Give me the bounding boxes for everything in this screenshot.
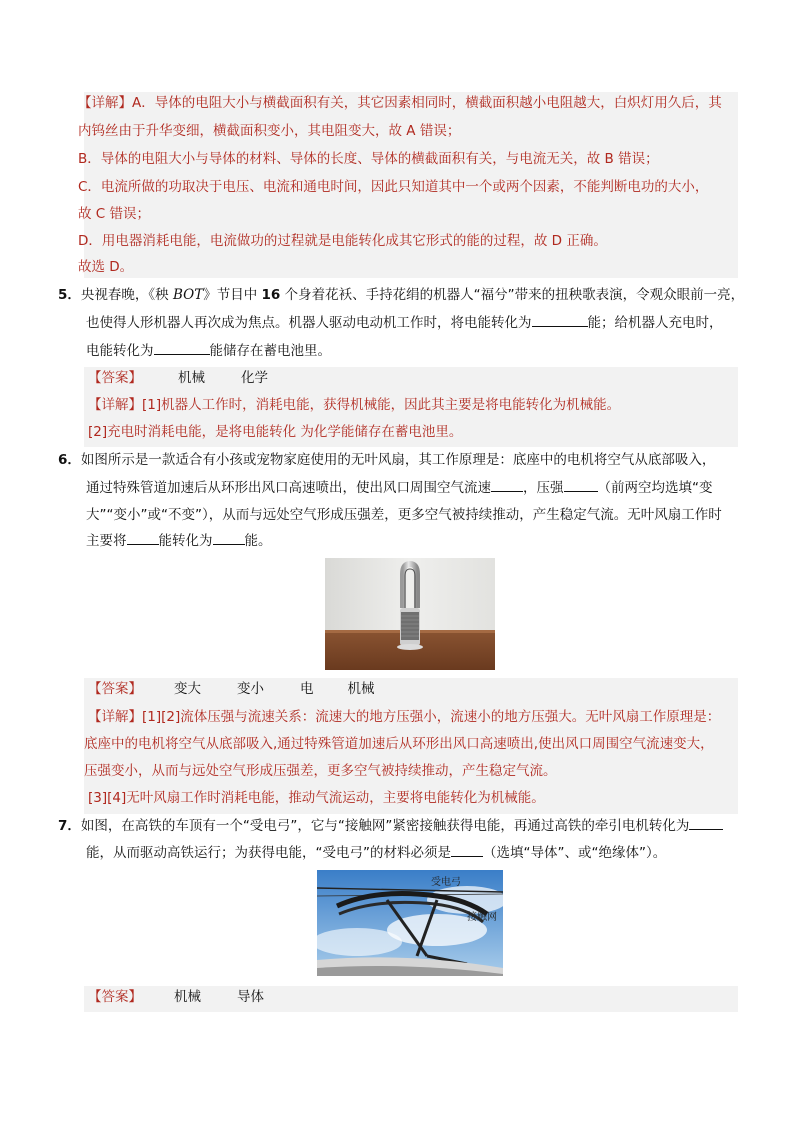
answer-tag: 【答案】 (88, 681, 142, 697)
q6-text: （前两空均选填“变 (597, 480, 713, 496)
answer-value: 变小 (237, 681, 264, 697)
q7-answer-line (88, 986, 264, 1008)
q5-number: 16 (261, 287, 281, 303)
q5-text: 也使得人形机器人再次成为焦点。机器人驱动电动机工作时，将电能转化为 (86, 315, 532, 331)
q6-line-3: 大”“变小”或“不变”），从而与远处空气形成压强差，更多空气被持续推动，产生稳定气流。无叶风扇工作时 (86, 507, 722, 523)
q4-detail-line-d: D．用电器消耗电能，电流做功的过程就是电能转化成其它形式的能的过程，故 D 正确。 (78, 233, 607, 249)
answer-value: 变大 (174, 681, 201, 697)
q6-line-1 (58, 449, 715, 471)
question-number: 7． (58, 818, 81, 834)
q5-text: 》节目中 (203, 287, 262, 303)
detail-tag: 【详解】 (88, 397, 142, 413)
answer-value: 机械 (174, 989, 201, 1005)
q5-detail-line-2: [2]充电时消耗电能，是将电能转化 为化学能储存在蓄电池里。 (88, 424, 463, 440)
answer-tag: 【答案】 (88, 370, 142, 386)
q7-text: 如图，在高铁的车顶有一个“受电弓”，它与“接触网”紧密接触获得电能，再通过高铁的牵引电机转化为 (80, 818, 690, 834)
answer-blank (213, 530, 245, 545)
q5-text: 电能转化为 (86, 343, 154, 359)
q5-text: 能储存在蓄电池里。 (209, 343, 331, 359)
answer-blank (532, 312, 588, 327)
q5-text: 能；给机器人充电时， (587, 315, 723, 331)
q4-detail-line-c1: C．电流所做的功取决于电压、电流和通电时间，因此只知道其中一个或两个因素，不能判断电功的大小， (78, 179, 709, 195)
detail-tag: 【详解】 (78, 95, 132, 111)
q4-detail-line-c2: 故 C 错误； (78, 206, 151, 222)
answer-blank (689, 815, 723, 830)
q4-detail-choose: 故选 D。 (78, 259, 134, 275)
q7-line-2 (86, 842, 666, 864)
contact-net-label: 接触网 (467, 912, 497, 923)
q6-text: 能转化为 (158, 533, 213, 549)
answer-blank (127, 530, 159, 545)
q6-text: 通过特殊管道加速后从环形出风口高速喷出，使出风口周围空气流速 (86, 480, 491, 496)
q5-text: 央视春晚，《秧 (80, 287, 173, 303)
q6-line-2 (86, 477, 713, 499)
q6-text: 如图所示是一款适合有小孩或宠物家庭使用的无叶风扇，其工作原理是：底座中的电机将空气从底部吸入， (80, 452, 716, 468)
detail-tag: 【详解】 (88, 709, 142, 725)
bladeless-fan-image (325, 558, 495, 670)
q4-detail-line-b: B．导体的电阻大小与导体的材料、导体的长度、导体的横截面积有关，与电流无关，故 B 错误； (78, 151, 659, 167)
q6-text: 主要将 (86, 533, 127, 549)
q5-text-italic: BOT (172, 287, 204, 303)
q5-answer-line (88, 367, 268, 389)
detail-text: A．导体的电阻大小与横截面积有关，其它因素相同时，横截面积越小电阻越大，白炽灯用久后，其 (132, 95, 722, 111)
q6-detail-line-3: 压强变小，从而与远处空气形成压强差，更多空气被持续推动，产生稳定气流。 (84, 763, 557, 779)
question-number: 6． (58, 452, 81, 468)
question-number: 5． (58, 287, 81, 303)
q7-text: （选填“导体”、或“绝缘体”）。 (483, 845, 667, 861)
q7-text: 能，从而驱动高铁运行；为获得电能，“受电弓”的材料必须是 (86, 845, 451, 861)
answer-value: 电 (300, 681, 314, 697)
q5-line-2 (86, 312, 723, 334)
answer-value: 机械 (347, 681, 375, 697)
q5-line-3 (86, 340, 331, 362)
q6-detail-line-2: 底座中的电机将空气从底部吸入,通过特殊管道加速后从环形出风口高速喷出,使出风口周围空气流速变大， (84, 736, 714, 752)
detail-text: [1][2]流体压强与流速关系：流速大的地方压强小，流速小的地方压强大。无叶风扇工作原理是： (142, 709, 721, 725)
answer-blank (451, 842, 483, 857)
q6-text: ，压强 (523, 480, 564, 496)
q5-line-1 (58, 284, 744, 306)
answer-value: 机械 (178, 370, 205, 386)
answer-blank (491, 477, 523, 492)
q6-line-4 (86, 530, 272, 552)
answer-tag: 【答案】 (88, 989, 142, 1005)
q7-line-1 (58, 815, 723, 837)
q6-text: 能。 (244, 533, 272, 549)
pantograph-image (317, 870, 503, 976)
q5-text: 个身着花袄、手持花绢的机器人“福兮”带来的扭秧歌表演，令观众眼前一亮， (280, 287, 745, 303)
answer-blank (564, 477, 598, 492)
q6-answer-line (88, 678, 375, 700)
detail-text: [1]机器人工作时，消耗电能，获得机械能，因此其主要是将电能转化为机械能。 (142, 397, 621, 413)
answer-value: 化学 (241, 370, 268, 386)
pantograph-label: 受电弓 (431, 877, 461, 888)
q4-detail-line-a1 (78, 92, 722, 114)
answer-value: 导体 (237, 989, 264, 1005)
q5-detail-line-1 (88, 394, 620, 416)
q4-detail-line-a2: 内钨丝由于升华变细，横截面积变小，其电阻变大，故 A 错误； (78, 123, 461, 139)
q6-detail-line-1 (88, 706, 720, 728)
answer-blank (154, 340, 210, 355)
q6-detail-line-4: [3][4]无叶风扇工作时消耗电能，推动气流运动，主要将电能转化为机械能。 (88, 790, 545, 806)
